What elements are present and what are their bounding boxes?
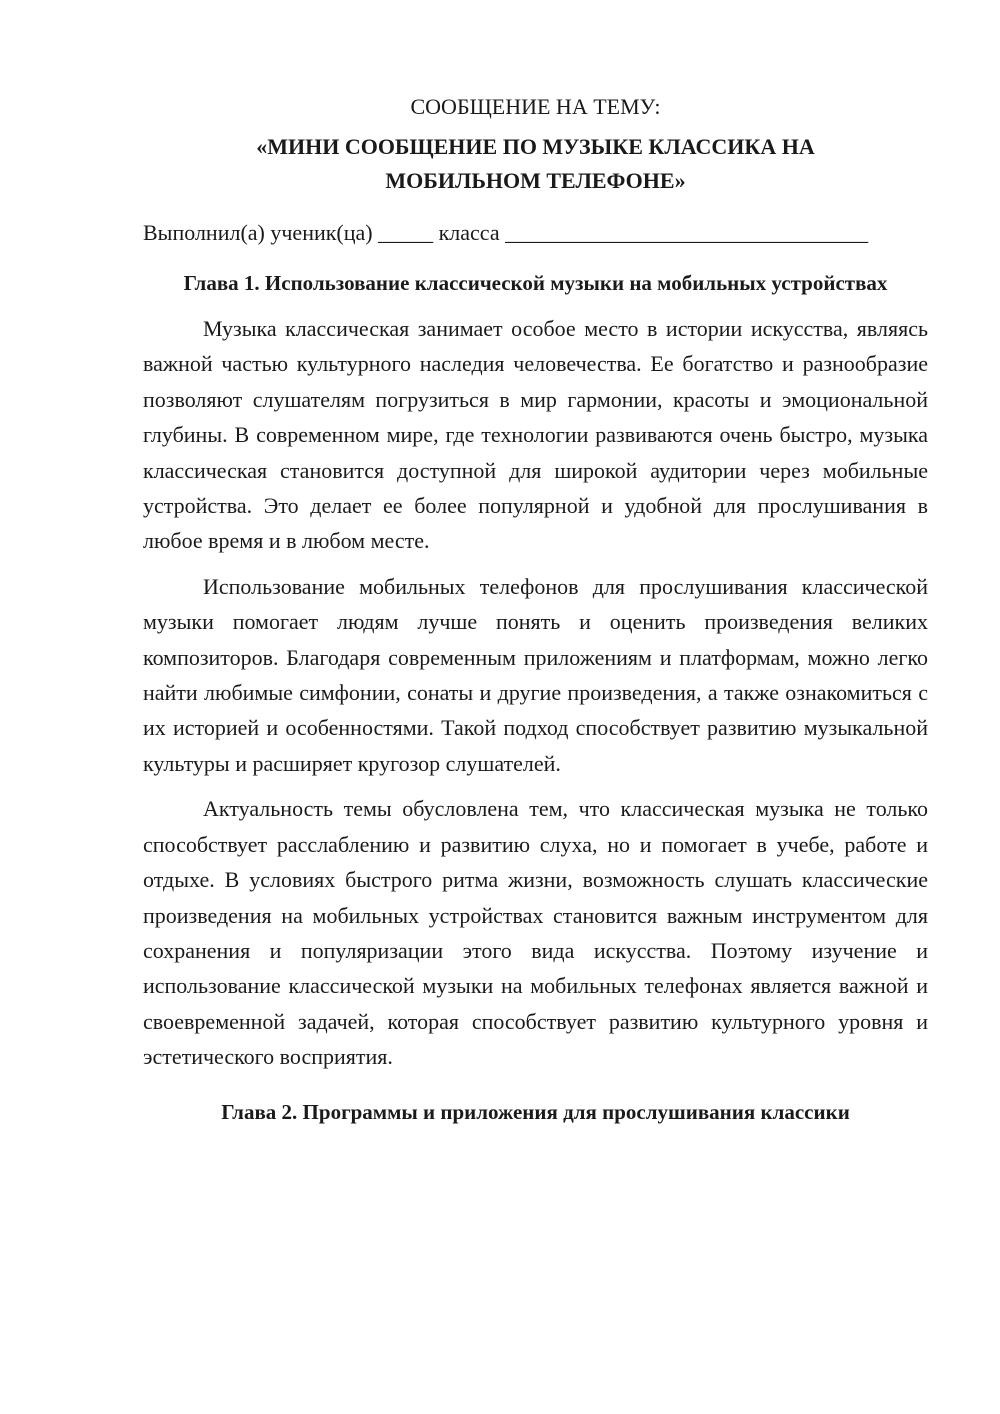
paragraph-2: Использование мобильных телефонов для прослушивания классической музыки помогает людям лучше понять и оценить произведения великих композиторов. Благодаря современным приложениям и платформам, можно легко найти любимые симфонии, сонаты и другие произведения, а также ознакомиться с их историей и особенностями. Такой подход способствует развитию музыкальной культуры и расширяет кругозор слушателей.	[143, 573, 928, 776]
paragraph-1: Музыка классическая занимает особое место в истории искусства, являясь важной частью культурного наследия человечества. Ее богатство и разнообразие позволяют слушателям погрузиться в мир гармонии, красоты и эмоциональной глубины. В современном мире, где технологии развиваются очень быстро, музыка классическая становится доступной для широкой аудитории через мобильные устройства. Это делает ее более популярной и удобной для прослушивания в любое время и в любом месте.	[143, 316, 928, 554]
author-line: Выполнил(а) ученик(ца) _____ класса _________________________________	[143, 220, 869, 245]
chapter-1-heading: Глава 1. Использование классической музыки на мобильных устройствах	[183, 271, 888, 295]
document-title	[143, 130, 928, 198]
title-line-1: «МИНИ СООБЩЕНИЕ ПО МУЗЫКЕ КЛАССИКА НА	[256, 134, 815, 159]
paragraph-3: Актуальность темы обусловлена тем, что классическая музыка не только способствует расслаблению и развитию слуха, но и помогает в учебе, работе и отдыхе. В условиях быстрого ритма жизни, возможность слушать классические произведения на мобильных устройствах становится важным инструментом для сохранения и популяризации этого вида искусства. Поэтому изучение и использование классической музыки на мобильных телефонах является важной и своевременной задачей, которая способствует развитию культурного уровня и эстетического восприятия.	[143, 796, 928, 1070]
document-page	[143, 90, 928, 1129]
title-line-2: МОБИЛЬНОМ ТЕЛЕФОНЕ»	[385, 168, 686, 193]
chapter-2-heading: Глава 2. Программы и приложения для прослушивания классики	[221, 1099, 850, 1124]
document-header: СООБЩЕНИЕ НА ТЕМУ:	[410, 94, 661, 119]
